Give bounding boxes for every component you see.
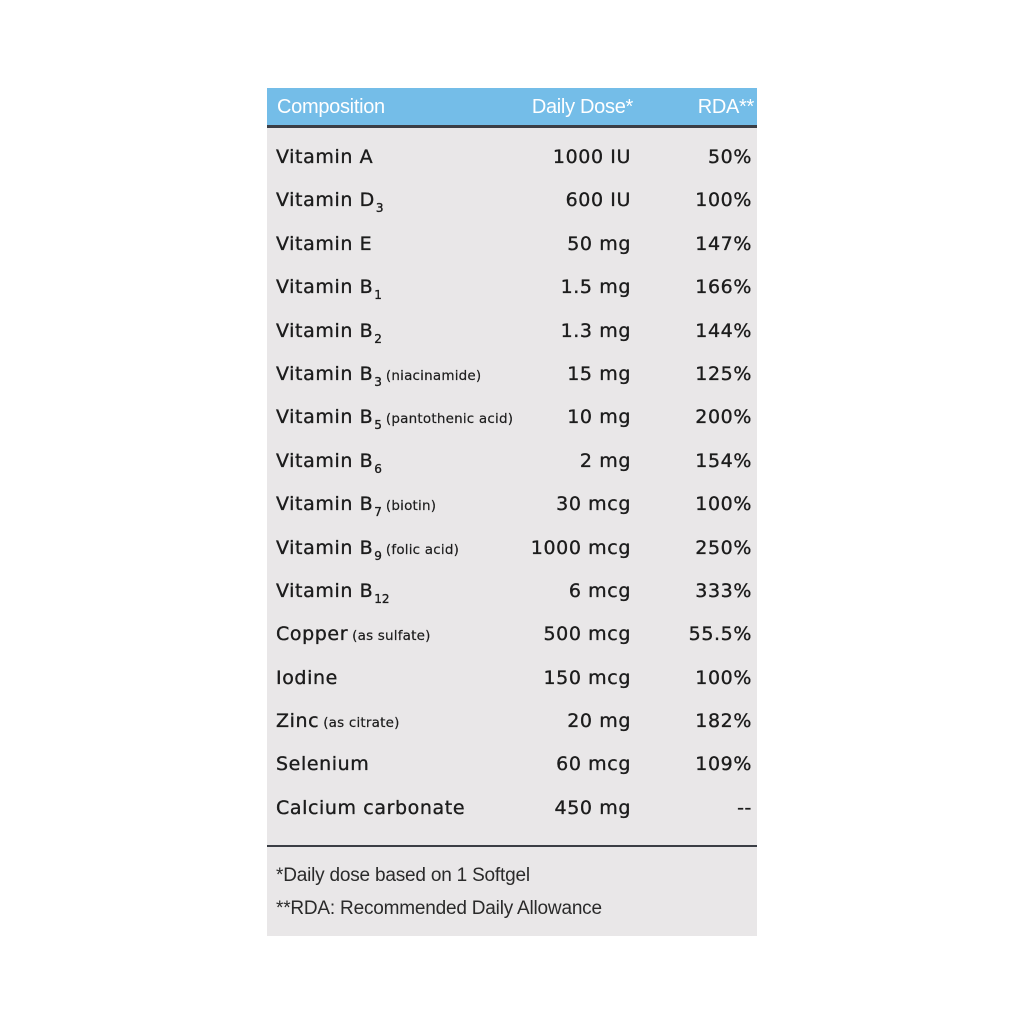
nutrient-label: Vitamin B <box>276 493 374 516</box>
nutrient-note: (as sulfate) <box>352 628 431 645</box>
table-row <box>267 574 757 617</box>
table-row <box>267 357 757 400</box>
rda-value: 109% <box>695 753 752 776</box>
nutrient-subscript: 7 <box>374 505 382 520</box>
rda-value: 50% <box>707 146 752 168</box>
daily-dose-value: 60 mcg <box>556 753 631 776</box>
nutrient-label: Calcium carbonate <box>276 796 466 819</box>
nutrient-name <box>276 623 431 645</box>
nutrient-note: (pantothenic acid) <box>385 411 514 428</box>
nutrient-label: Vitamin B <box>276 536 374 559</box>
rda-value: 100% <box>695 493 752 516</box>
nutrient-label: Vitamin B <box>276 276 374 299</box>
table-row <box>267 183 757 226</box>
nutrient-subscript: 6 <box>374 461 382 476</box>
nutrient-label: Vitamin E <box>276 232 373 255</box>
nutrient-name <box>276 537 459 563</box>
daily-dose-value: 150 mcg <box>543 666 631 689</box>
nutrient-label: Selenium <box>276 753 370 776</box>
header-rda: RDA** <box>697 96 754 118</box>
rda-value: 125% <box>695 362 752 385</box>
rda-value: 200% <box>695 406 752 429</box>
rda-value: 333% <box>695 579 752 602</box>
composition-table <box>267 140 757 834</box>
table-header <box>267 88 757 128</box>
nutrient-note: (biotin) <box>385 498 437 515</box>
daily-dose-value: 500 mcg <box>543 623 631 646</box>
nutrient-note: (niacinamide) <box>385 367 482 384</box>
nutrient-name <box>276 363 481 389</box>
nutrient-name <box>276 753 369 775</box>
daily-dose-value: 20 mg <box>567 710 631 733</box>
nutrient-name <box>276 667 338 689</box>
nutrient-label: Vitamin B <box>276 579 374 602</box>
nutrient-name <box>276 146 373 168</box>
rda-value: 55.5% <box>688 623 752 646</box>
table-row <box>267 747 757 790</box>
nutrient-name <box>276 406 513 432</box>
footnotes <box>276 865 602 931</box>
header-composition: Composition <box>277 96 385 118</box>
nutrient-note: (as citrate) <box>323 715 400 732</box>
rda-value: 250% <box>695 536 752 559</box>
nutrient-label: Vitamin B <box>276 449 374 472</box>
daily-dose-value: 6 mcg <box>568 579 631 602</box>
nutrient-subscript: 3 <box>375 201 384 216</box>
nutrient-subscript: 3 <box>374 374 382 389</box>
nutrient-name <box>276 189 384 215</box>
nutrient-subscript: 1 <box>374 288 382 303</box>
nutrient-label: Vitamin A <box>276 146 374 168</box>
table-row <box>267 617 757 660</box>
nutrient-label: Vitamin B <box>276 362 374 385</box>
nutrient-name <box>276 320 382 346</box>
rda-value: -- <box>737 796 752 819</box>
header-daily-dose: Daily Dose* <box>531 96 633 118</box>
rda-value: 100% <box>695 189 752 212</box>
rda-value: 166% <box>695 276 752 299</box>
table-row <box>267 400 757 443</box>
nutrient-name <box>276 710 400 732</box>
daily-dose-value: 1.3 mg <box>560 319 631 342</box>
table-row <box>267 791 757 834</box>
rda-value: 100% <box>695 666 752 689</box>
daily-dose-value: 15 mg <box>567 362 631 385</box>
nutrient-name <box>276 450 382 476</box>
rda-value: 154% <box>695 449 752 472</box>
nutrient-name <box>276 797 465 819</box>
daily-dose-value: 10 mg <box>567 406 631 429</box>
nutrient-name <box>276 493 436 519</box>
table-row <box>267 487 757 530</box>
nutrient-name <box>276 580 390 606</box>
nutrient-name <box>276 233 372 255</box>
daily-dose-value: 600 IU <box>565 189 631 212</box>
table-row <box>267 314 757 357</box>
rda-value: 144% <box>695 319 752 342</box>
daily-dose-value: 1.5 mg <box>560 276 631 299</box>
nutrient-label: Zinc <box>276 710 320 733</box>
nutrient-label: Vitamin B <box>276 406 374 429</box>
rda-value: 182% <box>695 710 752 733</box>
daily-dose-value: 50 mg <box>567 232 631 255</box>
table-row <box>267 227 757 270</box>
nutrient-subscript: 5 <box>374 418 382 433</box>
table-row <box>267 531 757 574</box>
daily-dose-value: 1000 IU <box>552 146 631 168</box>
footnote-rda: **RDA: Recommended Daily Allowance <box>276 898 602 919</box>
nutrient-label: Copper <box>276 623 349 646</box>
nutrient-subscript: 12 <box>374 591 390 606</box>
table-row <box>267 270 757 313</box>
nutrient-label: Vitamin D <box>276 189 375 212</box>
table-row <box>267 444 757 487</box>
table-row <box>267 140 757 183</box>
daily-dose-value: 450 mg <box>554 796 631 819</box>
nutrient-label: Vitamin B <box>276 319 374 342</box>
table-row <box>267 704 757 747</box>
footnote-daily-dose: *Daily dose based on 1 Softgel <box>276 865 530 886</box>
nutrient-subscript: 2 <box>374 331 382 346</box>
daily-dose-value: 2 mg <box>579 449 631 472</box>
rda-value: 147% <box>695 232 752 255</box>
table-row <box>267 661 757 704</box>
daily-dose-value: 30 mcg <box>556 493 631 516</box>
nutrient-name <box>276 276 382 302</box>
nutrient-note: (folic acid) <box>385 541 460 558</box>
footer-divider <box>267 845 757 847</box>
daily-dose-value: 1000 mcg <box>530 536 631 559</box>
nutrient-label: Iodine <box>276 666 338 689</box>
nutrient-subscript: 9 <box>374 548 382 563</box>
composition-label <box>267 88 757 936</box>
